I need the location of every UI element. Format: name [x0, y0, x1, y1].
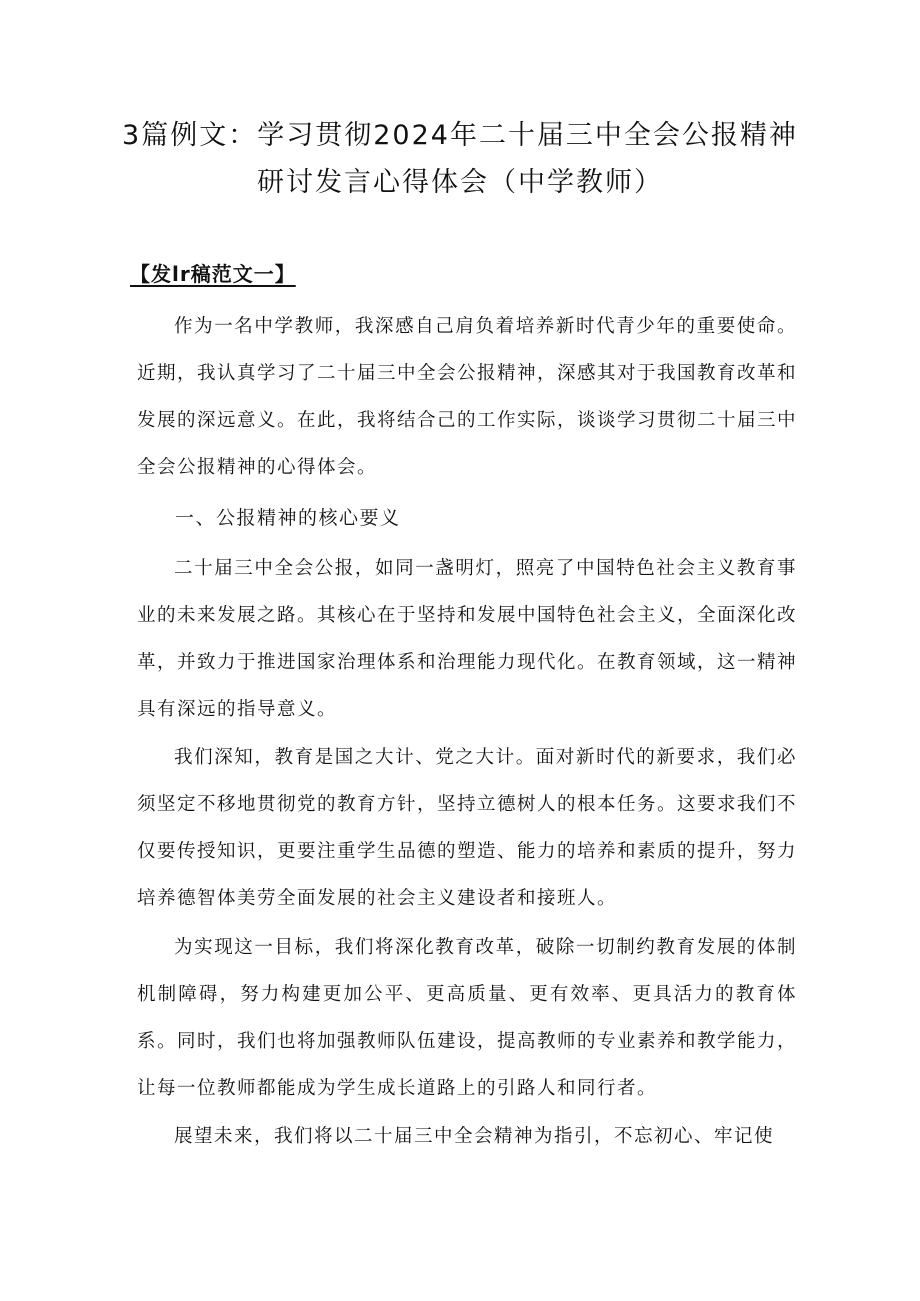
section-heading: 一、公报精神的核心要义	[175, 507, 401, 529]
paragraph-core-meaning: 二十届三中全会公报，如同一盏明灯，照亮了中国特色社会主义教育事业的未来发展之路。其核心在于坚持和发展中国特色社会主义，全面深化改革，并致力于推进国家治理体系和治理能力现代化。在教育领域，这一精神具有深远的指导意义。	[137, 558, 798, 720]
section-tag: 【发lr稿范文一】	[130, 262, 296, 286]
document-title-line-1: 3篇例文：学习贯彻2024年二十届三中全会公报精神	[122, 120, 798, 151]
document-title-line-2: 研讨发言心得体会（中学教师）	[257, 167, 663, 198]
paragraph-outlook: 展望未来，我们将以二十届三中全会精神为指引，不忘初心、牢记使	[174, 1126, 775, 1147]
paragraph-intro: 作为一名中学教师，我深感自己肩负着培养新时代青少年的重要使命。近期，我认真学习了二十届三中全会公报精神，深感其对于我国教育改革和发展的深远意义。在此，我将结合己的工作实际，谈谈学习贯彻二十届三中全会公报精神的心得体会。	[137, 316, 798, 478]
paragraph-reform-goal: 为实现这一目标，我们将深化教育改革，破除一切制约教育发展的体制机制障碍，努力构建更加公平、更高质量、更有效率、更具活力的教育体系。同时，我们也将加强教师队伍建设，提高教师的专业素养和教学能力，让每一位教师都能成为学生成长道路上的引路人和同行者。	[137, 937, 798, 1099]
paragraph-education-task: 我们深知，教育是国之大计、党之大计。面对新时代的新要求，我们必须坚定不移地贯彻党的教育方针，坚持立德树人的根本任务。这要求我们不仅要传授知识，更要注重学生品德的塑造、能力的培养和素质的提升，努力培养德智体美劳全面发展的社会主义建设者和接班人。	[137, 747, 798, 909]
